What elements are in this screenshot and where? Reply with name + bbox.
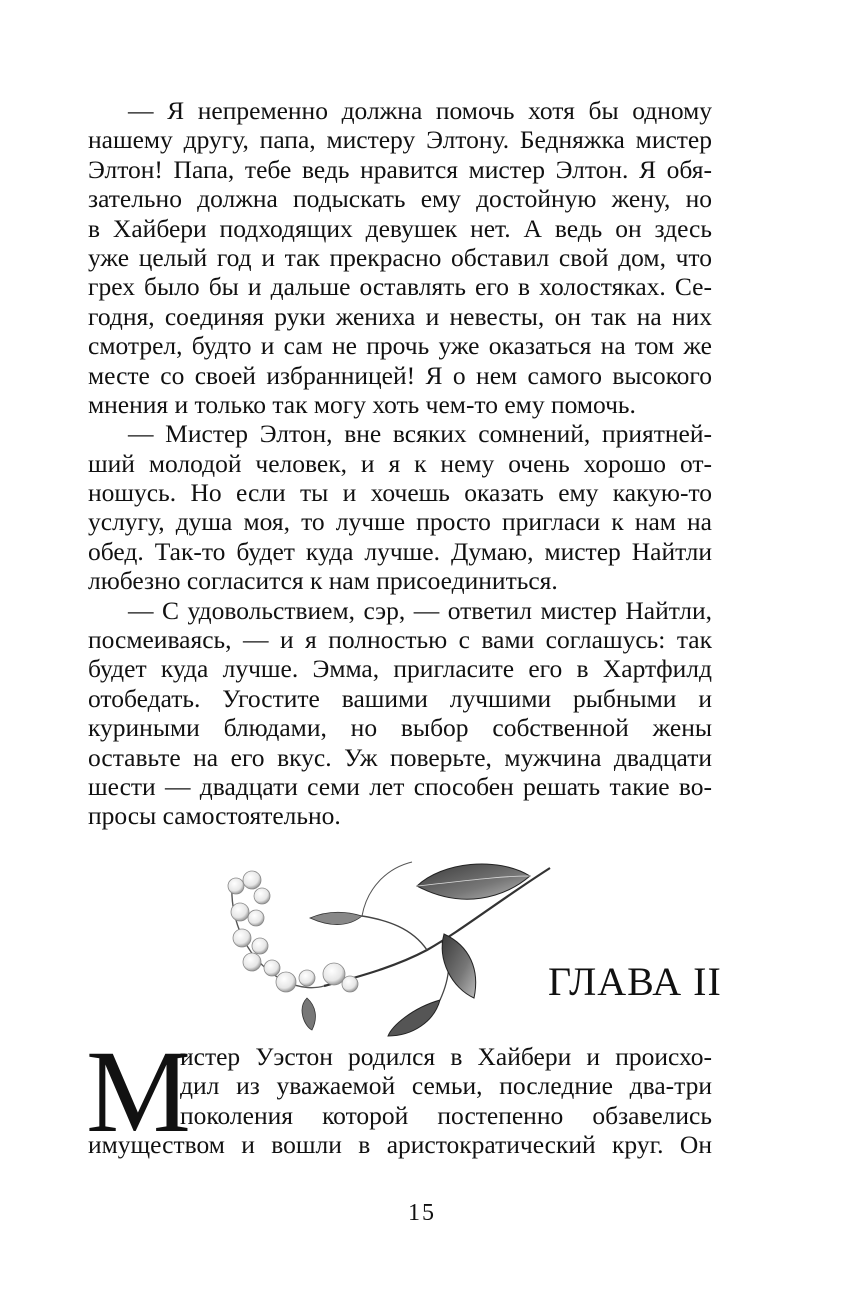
text-line: будет куда лучше. Эмма, пригласите его в Хартфилд <box>88 654 712 684</box>
text-line: услугу, душа моя, то лучше просто пригласи к нам на <box>88 507 712 537</box>
text-line: смотрел, будто и сам не прочь уже оказаться на том же <box>88 331 712 361</box>
text-line: ший молодой человек, и я к нему очень хорошо от- <box>88 448 712 478</box>
text-line: поколения которой постепенно обзавелись <box>180 1100 712 1130</box>
text-line: в Хайбери подходящих девушек нет. А ведь он здесь <box>88 213 712 243</box>
text-line: истер Уэстон родился в Хайбери и происхо- <box>180 1042 712 1071</box>
chapter-title: ГЛАВА II <box>548 959 722 1004</box>
text-line: годня, соединяя руки жениха и невесты, он так на них <box>88 301 712 331</box>
text-line: зательно должна подыскать ему достойную жену, но <box>88 184 712 214</box>
body-text <box>88 96 712 831</box>
text-line: мнения и только так могу хоть чем-то ему помочь. <box>88 389 636 419</box>
text-line: ношусь. Но если ты и хочешь оказать ему какую-то <box>88 478 712 508</box>
text-line: имуществом и вошли в аристократический круг. Он <box>88 1130 712 1159</box>
text-line: — Я непременно должна помочь хотя бы одному <box>128 96 712 125</box>
text-line: любезно согласится к нам присоединиться. <box>88 566 558 596</box>
text-line: шести — двадцати семи лет способен решать такие во- <box>88 771 712 801</box>
snowberry-branch-illustration <box>212 858 562 1038</box>
chapter-opening-text <box>180 1042 712 1130</box>
text-line: Элтон! Папа, тебе ведь нравится мистер Элтон. Я обя- <box>88 154 712 184</box>
text-line: отобедать. Угостите вашими лучшими рыбными и <box>88 683 712 713</box>
page-number: 15 <box>408 1200 436 1226</box>
drop-cap: М <box>86 1026 191 1157</box>
text-line: обед. Так-то будет куда лучше. Думаю, мистер Найтли <box>88 536 712 566</box>
text-line: месте со своей избранницей! Я о нем самого высокого <box>88 360 712 390</box>
text-line: куриными блюдами, но выбор собственной жены <box>88 713 712 743</box>
text-line: уже целый год и так прекрасно обставил свой дом, что <box>88 242 712 272</box>
text-line: — Мистер Элтон, вне всяких сомнений, приятней- <box>128 419 712 449</box>
text-line: дил из уважаемой семьи, последние два-три <box>180 1071 712 1101</box>
text-line: нашему другу, папа, мистеру Элтону. Бедняжка мистер <box>88 125 712 155</box>
text-line: грех было бы и дальше оставлять его в холостяках. Се- <box>88 272 712 302</box>
text-line: просы самостоятельно. <box>88 801 341 831</box>
text-line: посмеиваясь, — и я полностью с вами соглашусь: так <box>88 625 712 655</box>
chapter-body-text <box>88 1130 712 1159</box>
text-line: оставьте на его вкус. Уж поверьте, мужчина двадцати <box>88 742 712 772</box>
text-line: — С удовольствием, сэр, — ответил мистер Найтли, <box>128 595 712 625</box>
